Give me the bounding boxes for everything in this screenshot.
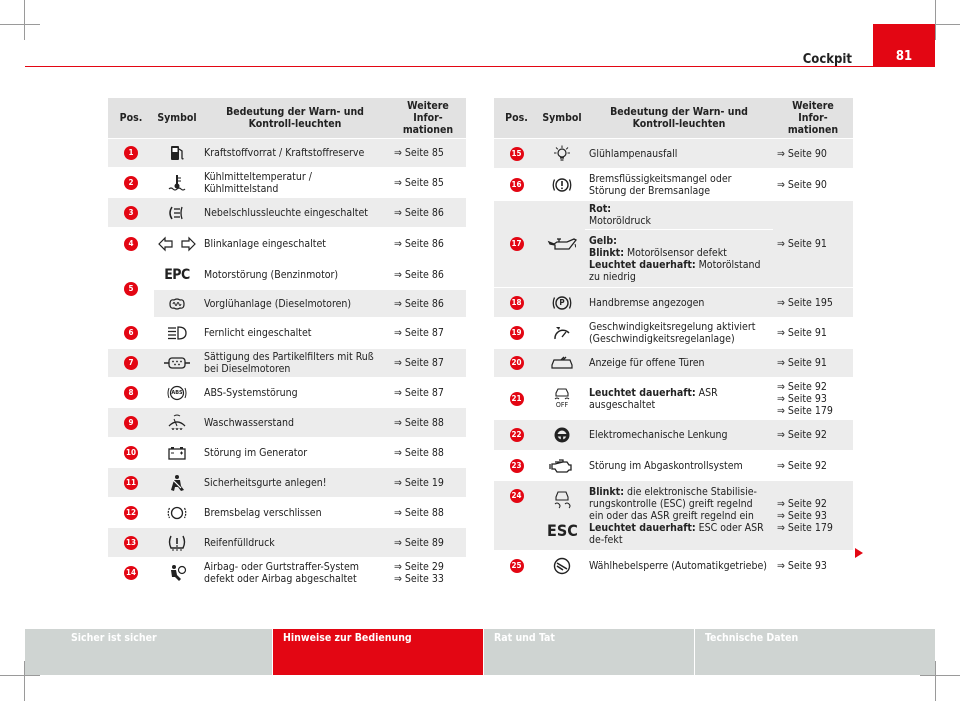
position-badge: 6 xyxy=(124,326,138,340)
column-more-info: Weitere Infor-mationen xyxy=(773,98,853,139)
table-row xyxy=(494,451,853,481)
page-number: 81 xyxy=(873,24,935,67)
lit-description: ESC oder ASR de-fekt xyxy=(589,521,764,546)
particle-filter-icon xyxy=(163,356,191,370)
page-reference[interactable]: ⇒ Seite 87 xyxy=(390,318,466,349)
page-reference[interactable]: ⇒ Seite 92 ⇒ Seite 93 ⇒ Seite 179 xyxy=(773,481,853,551)
position-badge: 22 xyxy=(510,428,524,442)
epc-icon: EPC xyxy=(164,266,190,283)
blink-label: Blinkt: xyxy=(589,246,624,259)
position-badge: 13 xyxy=(124,536,138,550)
position-badge: 14 xyxy=(124,566,138,580)
page-reference[interactable]: ⇒ Seite 91 xyxy=(773,349,853,378)
position-badge: 24 xyxy=(510,489,524,503)
tire-pressure-icon xyxy=(167,534,187,552)
table-row xyxy=(108,260,466,290)
page-reference[interactable]: ⇒ Seite 19 xyxy=(390,468,466,498)
page-reference[interactable]: ⇒ Seite 85 xyxy=(390,168,466,198)
position-badge: 11 xyxy=(124,476,138,490)
row-description: Bremsbelag verschlissen xyxy=(200,498,390,528)
table-row xyxy=(494,201,853,230)
footer-tab-advice[interactable]: Rat und Tat xyxy=(484,629,694,675)
table-row xyxy=(108,198,466,228)
position-badge: 20 xyxy=(510,356,524,370)
rear-fog-light-icon xyxy=(166,204,188,222)
row-description: Glühlampenausfall xyxy=(585,139,773,169)
high-beam-icon xyxy=(166,325,188,341)
engine-check-icon xyxy=(549,458,575,474)
turn-signal-icon xyxy=(157,236,197,252)
page-reference[interactable]: ⇒ Seite 92 xyxy=(773,420,853,451)
crop-mark xyxy=(935,661,936,701)
warning-lights-table-left xyxy=(108,98,466,588)
page-reference[interactable]: ⇒ Seite 90 xyxy=(773,139,853,169)
table-row xyxy=(494,318,853,349)
position-badge: 3 xyxy=(124,206,138,220)
position-badge: 21 xyxy=(510,392,524,406)
table-header-row xyxy=(108,98,466,139)
position-badge: 2 xyxy=(124,176,138,190)
abs-icon xyxy=(167,385,187,401)
page-reference[interactable]: ⇒ Seite 92 xyxy=(773,451,853,481)
position-badge: 8 xyxy=(124,386,138,400)
coolant-temperature-icon xyxy=(167,174,187,192)
row-description: Waschwasserstand xyxy=(200,408,390,438)
crop-mark xyxy=(920,675,960,676)
airbag-icon xyxy=(167,564,187,582)
position-badge: 9 xyxy=(124,416,138,430)
page-reference[interactable]: ⇒ Seite 88 xyxy=(390,498,466,528)
table-row xyxy=(108,318,466,349)
footer-tab-safety[interactable]: Sicher ist sicher xyxy=(25,629,272,675)
column-pos: Pos. xyxy=(494,98,539,139)
esc-icon-label: ESC xyxy=(547,520,578,540)
parking-brake-icon xyxy=(551,294,573,312)
position-badge: 7 xyxy=(124,356,138,370)
row-description: Reifenfülldruck xyxy=(200,528,390,558)
lit-description: Motorölstand zu niedrig xyxy=(589,258,761,283)
row-description: Sicherheitsgurte anlegen! xyxy=(200,468,390,498)
page-reference[interactable]: ⇒ Seite 91 xyxy=(773,318,853,349)
column-pos: Pos. xyxy=(108,98,154,139)
table-row xyxy=(494,378,853,420)
page-reference[interactable]: ⇒ Seite 88 xyxy=(390,438,466,468)
blink-description: Motorölsensor defekt xyxy=(626,246,727,259)
row-description: Blinkanlage eingeschaltet xyxy=(200,228,390,260)
red-description: Motoröldruck xyxy=(589,215,651,227)
row-description xyxy=(585,378,773,420)
lit-description: ASR ausgeschaltet xyxy=(589,386,718,411)
asr-off-label: OFF xyxy=(555,400,569,409)
footer-tab-operation[interactable]: Hinweise zur Bedienung xyxy=(273,629,483,675)
row-description: Bremsflüssigkeitsmangel oder Störung der Bremsanlage xyxy=(585,169,773,201)
crop-mark xyxy=(24,0,25,40)
footer-tab-technical-data[interactable]: Technische Daten xyxy=(695,629,935,675)
asr-off-icon xyxy=(551,387,573,411)
column-more-info: Weitere Infor-mationen xyxy=(390,98,466,139)
page-reference[interactable]: ⇒ Seite 85 xyxy=(390,139,466,168)
page-reference[interactable]: ⇒ Seite 86 xyxy=(390,260,466,290)
row-description: Wählhebelsperre (Automatikgetriebe) xyxy=(585,551,773,581)
page-reference[interactable]: ⇒ Seite 86 xyxy=(390,290,466,318)
page-reference[interactable]: ⇒ Seite 86 xyxy=(390,228,466,260)
row-description: Geschwindigkeitsregelung aktiviert (Geschwindigkeitsregelanlage) xyxy=(585,318,773,349)
lit-label: Leuchtet dauerhaft: xyxy=(589,521,696,534)
position-badge: 1 xyxy=(124,146,138,160)
page-reference[interactable]: ⇒ Seite 86 xyxy=(390,198,466,228)
page-reference[interactable]: ⇒ Seite 89 xyxy=(390,528,466,558)
column-meaning: Bedeutung der Warn- und Kontroll-leuchten xyxy=(585,98,773,139)
position-badge: 23 xyxy=(510,459,524,473)
table-row xyxy=(108,468,466,498)
row-description xyxy=(585,481,773,551)
row-description: Handbremse angezogen xyxy=(585,288,773,318)
table-row xyxy=(108,228,466,260)
abs-icon-label: ABS xyxy=(171,389,183,396)
position-badge: 10 xyxy=(124,446,138,460)
page-reference[interactable]: ⇒ Seite 91 xyxy=(773,201,853,288)
table-header-row xyxy=(494,98,853,139)
table-row xyxy=(108,378,466,408)
row-description: Airbag- oder Gurtstraffer-System defekt oder Airbag abgeschaltet xyxy=(200,558,390,588)
table-row xyxy=(494,420,853,451)
table-row xyxy=(494,551,853,581)
row-description: Anzeige für offene Türen xyxy=(585,349,773,378)
table-row xyxy=(108,558,466,588)
parking-brake-label: P xyxy=(559,297,565,307)
position-badge: 15 xyxy=(510,147,524,161)
table-row xyxy=(108,349,466,378)
table-row xyxy=(108,290,466,318)
yellow-label: Gelb: xyxy=(589,234,617,247)
page-reference[interactable]: ⇒ Seite 88 xyxy=(390,408,466,438)
position-badge: 16 xyxy=(510,178,524,192)
table-row xyxy=(494,481,853,551)
table-row xyxy=(108,408,466,438)
washer-fluid-icon xyxy=(166,414,188,432)
bulb-failure-icon xyxy=(551,145,573,163)
column-symbol: Symbol xyxy=(539,98,585,139)
brake-system-icon xyxy=(551,176,573,194)
position-badge: 17 xyxy=(510,237,524,251)
blink-label: Blinkt: xyxy=(589,485,624,498)
table-row xyxy=(108,139,466,168)
row-description: Sättigung des Partikelfilters mit Ruß bei Dieselmotoren xyxy=(200,349,390,378)
page-reference[interactable]: ⇒ Seite 87 xyxy=(390,349,466,378)
crop-mark xyxy=(935,0,936,40)
lit-label: Leuchtet dauerhaft: xyxy=(589,258,696,271)
esc-icon xyxy=(547,488,577,544)
position-badge: 19 xyxy=(510,326,524,340)
row-description: Motorstörung (Benzinmotor) xyxy=(200,260,390,290)
column-meaning: Bedeutung der Warn- und Kontroll-leuchten xyxy=(200,98,390,139)
row-description: ABS-Systemstörung xyxy=(200,378,390,408)
fuel-pump-icon xyxy=(169,144,185,162)
battery-generator-icon xyxy=(167,445,187,461)
warning-lights-table-right xyxy=(494,98,853,581)
continue-arrow-icon xyxy=(855,548,863,558)
table-row xyxy=(108,528,466,558)
seatbelt-icon xyxy=(168,474,186,492)
crop-mark xyxy=(0,24,40,25)
row-description: Kühlmitteltemperatur / Kühlmittelstand xyxy=(200,168,390,198)
oil-can-icon xyxy=(547,237,577,251)
row-description: Vorglühanlage (Dieselmotoren) xyxy=(200,290,390,318)
table-row xyxy=(494,288,853,318)
row-description: Fernlicht eingeschaltet xyxy=(200,318,390,349)
open-door-icon xyxy=(550,356,574,370)
brake-pad-icon xyxy=(167,505,187,521)
table-row xyxy=(494,169,853,201)
row-description xyxy=(585,201,773,230)
cruise-control-icon xyxy=(551,324,573,342)
page-reference[interactable]: ⇒ Seite 93 xyxy=(773,551,853,581)
position-badge: 25 xyxy=(510,559,524,573)
steering-wheel-icon xyxy=(552,426,572,444)
column-symbol: Symbol xyxy=(154,98,200,139)
page-reference[interactable]: ⇒ Seite 29 ⇒ Seite 33 xyxy=(390,558,466,588)
page-reference[interactable]: ⇒ Seite 195 xyxy=(773,288,853,318)
table-row xyxy=(108,438,466,468)
page-reference[interactable]: ⇒ Seite 87 xyxy=(390,378,466,408)
red-label: Rot: xyxy=(589,203,612,215)
table-row xyxy=(108,168,466,198)
row-description: Elektromechanische Lenkung xyxy=(585,420,773,451)
table-row xyxy=(108,498,466,528)
lit-label: Leuchtet dauerhaft: xyxy=(589,386,696,399)
position-badge: 4 xyxy=(124,237,138,251)
row-description xyxy=(585,230,773,288)
table-row xyxy=(494,349,853,378)
blink-description: die elektronische Stabilisie-rungskontrolle (ESC) greift regelnd ein oder das ASR greift regelnd ein xyxy=(589,485,757,522)
position-badge: 18 xyxy=(510,296,524,310)
gear-lever-lock-icon xyxy=(552,557,572,575)
row-description: Kraftstoffvorrat / Kraftstoffreserve xyxy=(200,139,390,168)
row-description: Nebelschlussleuchte eingeschaltet xyxy=(200,198,390,228)
crop-mark xyxy=(0,675,40,676)
page-reference[interactable]: ⇒ Seite 90 xyxy=(773,169,853,201)
position-badge: 5 xyxy=(124,282,138,296)
position-badge: 12 xyxy=(124,506,138,520)
glow-plug-icon xyxy=(167,297,187,311)
table-row xyxy=(494,139,853,169)
page-title: Cockpit xyxy=(802,52,852,67)
page-reference[interactable]: ⇒ Seite 92 ⇒ Seite 93 ⇒ Seite 179 xyxy=(773,378,853,420)
row-description: Störung im Generator xyxy=(200,438,390,468)
row-description: Störung im Abgaskontrollsystem xyxy=(585,451,773,481)
